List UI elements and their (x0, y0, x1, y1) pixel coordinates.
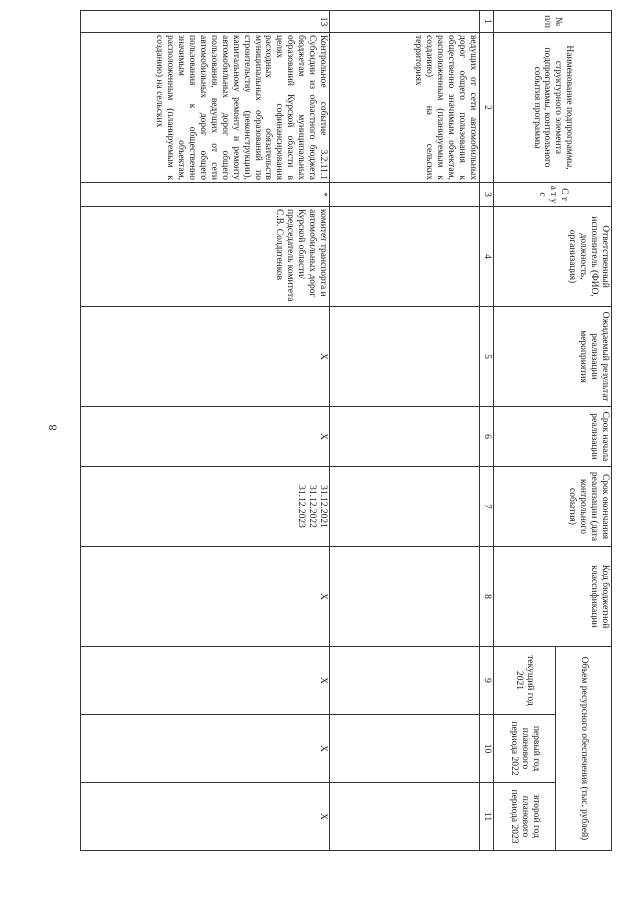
header-status: С т а т у с (494, 183, 612, 207)
header-result: Ожидаемый результат реализации мероприятия (494, 307, 612, 407)
header-year-second: второй год планового периода 2023 (494, 783, 556, 851)
header-no: № п/п (494, 11, 612, 33)
cell-executor (330, 207, 480, 307)
col-number: 1 (480, 11, 494, 33)
cell-executor: комитет транспорта и автомобильных дорог Курской области/председатель комитета С.В. Солдатенков (81, 207, 330, 307)
col-number: 10 (480, 715, 494, 783)
table-row (330, 11, 480, 851)
col-number: 11 (480, 783, 494, 851)
header-name: Наименование подпрограммы, структурного элемента подпрограммы, контрольного события программы (494, 33, 612, 183)
page-number: 8 (45, 424, 60, 431)
header-budget-code: Код бюджетной классификации (494, 547, 612, 647)
col-number: 3 (480, 183, 494, 207)
col-number: 9 (480, 647, 494, 715)
col-number: 2 (480, 33, 494, 183)
cell-end (330, 467, 480, 547)
header-resources: Объем ресурсного обеспечения (тыс. рублей) (556, 647, 612, 851)
cell-no: 13 (81, 11, 330, 33)
cell-y2022 (330, 715, 480, 783)
cell-status (330, 183, 480, 207)
col-number: 8 (480, 547, 494, 647)
header-end: Срок окончания реализации (дата контрольного события) (494, 467, 612, 547)
plan-table (80, 10, 612, 851)
cell-no (330, 11, 480, 33)
cell-result: Х (81, 307, 330, 407)
cell-name: Контрольное событие 3.2.11.1 Субсидии из областного бюджета бюджетам муниципальных образований Курской области в целях софинансирования расходных обязательств муниципальных образований по строительству (реконструкции), капитальному ремонту и ремонту автомобильных дорог общего пользования, ведущих от сети автомобильных дорог общего пользования к общественно значимым объектам, расположенным (планируемым к созданию) на сельских (81, 33, 330, 183)
header-executor: Ответственный исполнитель (ФИО, должность, организация) (494, 207, 612, 307)
cell-y2023: Х (81, 783, 330, 851)
cell-start (330, 407, 480, 467)
cell-status: * (81, 183, 330, 207)
cell-end: 31.12.2021 31.12.2022 31.12.2023 (81, 467, 330, 547)
col-number: 4 (480, 207, 494, 307)
rotated-table-wrapper (80, 10, 612, 850)
col-number: 7 (480, 467, 494, 547)
cell-name: ведущих от сети автомобильных дорог общего пользования к общественно значимым объектам, расположенным (планируемым к созданию) на сельских территориях (330, 33, 480, 183)
cell-budget-code: Х (81, 547, 330, 647)
cell-result (330, 307, 480, 407)
cell-y2022: Х (81, 715, 330, 783)
col-number: 6 (480, 407, 494, 467)
cell-y2023 (330, 783, 480, 851)
cell-y2021: Х (81, 647, 330, 715)
col-number: 5 (480, 307, 494, 407)
header-start: Срок начала реализации (494, 407, 612, 467)
header-year-first: первый год планового периода 2022 (494, 715, 556, 783)
cell-start: Х (81, 407, 330, 467)
header-year-current: текущий год 2021 (494, 647, 556, 715)
cell-budget-code (330, 547, 480, 647)
table-row (81, 11, 330, 851)
cell-y2021 (330, 647, 480, 715)
